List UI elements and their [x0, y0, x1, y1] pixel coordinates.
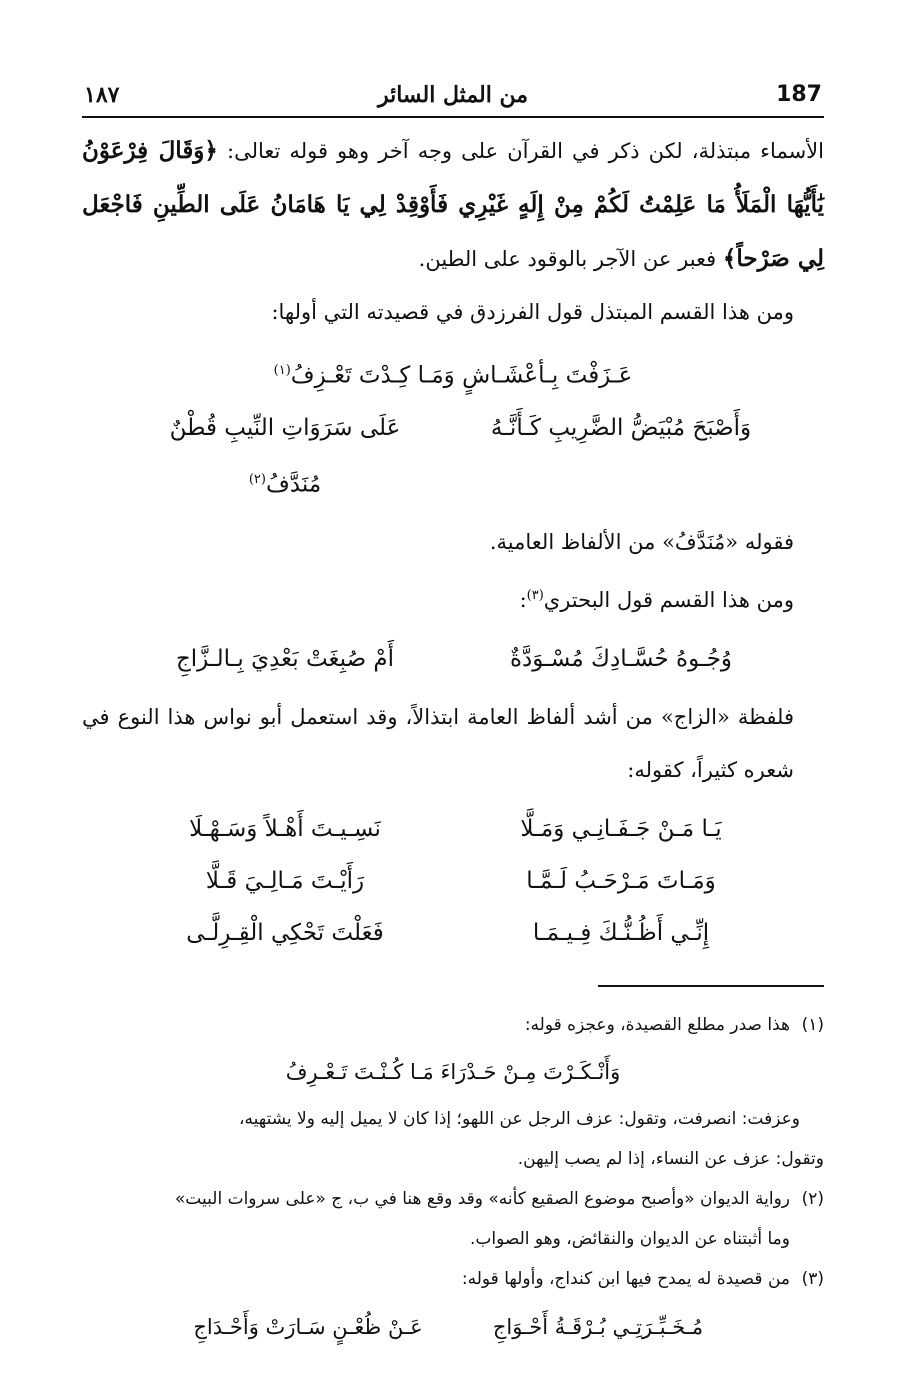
footnotes	[82, 1005, 824, 1355]
verse-2-first-hemistich: وَأَصْبَحَ مُبْيَضُّ الضَّرِيبِ كَـأَنَّـهُ	[490, 414, 752, 441]
verse-6-second-hemistich: فَعَلْتَ تَحْكِي الْقِـرِلَّـى	[186, 920, 384, 947]
farazdaq-verses	[82, 345, 824, 510]
footnote-3-text: من قصيدة له يمدح فيها ابن كنداج، وأولها قوله:	[461, 1269, 790, 1290]
verse-1-text: عَـزَفْتَ بِـأعْشَـاشٍ وَمَـا كِـدْتَ تَعْـزِفُ	[290, 362, 633, 389]
paragraph-4	[82, 569, 824, 627]
page-number-arabic: ١٨٧	[84, 82, 120, 108]
verse-4	[82, 803, 824, 855]
footnote-2	[82, 1179, 824, 1219]
buhturi-verse	[82, 633, 824, 685]
page-header	[82, 78, 824, 118]
verse-3-second-hemistich: أَمْ صُبِغَتْ بَعْدِيَ بِـالـزَّاجِ	[175, 646, 395, 673]
paragraph-1	[82, 124, 824, 286]
footnote-1	[82, 1005, 824, 1045]
footnote-ref-2: (٢)	[248, 471, 266, 487]
verse-5-first-hemistich: وَمَـاتَ مَـرْحَـبُ لَـمَّـا	[526, 868, 716, 895]
verse-2	[82, 402, 824, 511]
verse-2-second-text: عَلَى سَرَوَاتِ النِّيبِ قُطْنٌ مُنَدَّفُ	[169, 414, 401, 498]
footnote-1-verse: وَأَنْـكَـرْتَ مِـنْ حَـدْرَاءَ مَـا كُـنْـتَ تَـعْـرِفُ	[285, 1060, 621, 1085]
verse-3	[82, 633, 824, 685]
footnote-2-number: (٢)	[801, 1189, 824, 1210]
book-page	[82, 78, 824, 1358]
paragraph-1-tail: فعبر عن الآجر بالوقود على الطين.	[418, 247, 717, 271]
verse-4-second-hemistich: نَسِـيـتَ أَهْـلاً وَسَـهْـلَا	[189, 816, 381, 843]
footnote-2-text: رواية الديوان «وأصبح موضوع الصقيع كأنه» وقد وقع هنا في ب، ج «على سروات البيت»	[174, 1189, 790, 1210]
footnote-3-verse-first: مُـخَـبِّـرَتِـي بُـرْقَـةُ أَحْـوَاجِ	[492, 1315, 704, 1340]
verse-5-second-hemistich: رَأَيْـتَ مَـالِـيَ قَـلَّا	[205, 868, 365, 895]
footnote-3	[82, 1259, 824, 1299]
paragraph-1-lead: الأسماء مبتذلة، لكن ذكر في القرآن على وجه آخر وهو قوله تعالى:	[227, 139, 824, 163]
footnote-1-gloss-2: وتقول: عزف عن النساء، إذا لم يصب إليهن.	[517, 1149, 824, 1170]
footnote-1-number: (١)	[801, 1015, 824, 1036]
paragraph-3: فقوله «مُنَدَّفُ» من الألفاظ العامية.	[489, 530, 794, 555]
verse-3-first-hemistich: وُجُـوهُ حُسَّـادِكَ مُسْـوَدَّةٌ	[509, 646, 733, 673]
paragraph-4-colon: :	[519, 588, 527, 613]
verse-6-first-hemistich: إِنِّـي أَظُـنُّـكَ فِـيـمَـا	[532, 920, 710, 947]
footnote-3-verse-second: عَـنْ ظُعْـنٍ سَـارَتْ وَأَحْـدَاجِ	[193, 1315, 423, 1340]
verse-1	[82, 345, 824, 402]
paragraph-4-text: ومن هذا القسم قول البحتري	[543, 588, 794, 613]
main-text	[82, 124, 824, 959]
footnote-divider	[598, 985, 824, 987]
footnote-1-text: هذا صدر مطلع القصيدة، وعجزه قوله:	[524, 1015, 790, 1036]
footnote-2-continuation: وما أثبتناه عن الديوان والنقائض، وهو الصواب.	[469, 1229, 790, 1250]
footnote-1-gloss: وعزفت: انصرفت، وتقول: عزف الرجل عن اللهو؛ إذا كان لا يميل إليه ولا يشتهيه،	[239, 1109, 800, 1130]
page-number-latin: 187	[776, 82, 822, 107]
verse-4-first-hemistich: يَـا مَـنْ جَـفَـانِـي وَمَـلَّا	[520, 816, 722, 843]
paragraph-2: ومن هذا القسم المبتذل قول الفرزدق في قصيدته التي أولها:	[271, 300, 794, 324]
footnote-ref-3: (٣)	[526, 588, 544, 604]
verse-5	[82, 855, 824, 907]
abu-nuwas-verses	[82, 803, 824, 959]
footnote-ref-1: (١)	[273, 363, 291, 378]
verse-2-second-hemistich	[135, 402, 435, 511]
running-title: من المثل السائر	[377, 82, 529, 108]
footnote-3-verse	[82, 1299, 824, 1355]
verse-6	[82, 907, 824, 959]
quran-quote: ﴿وَقَالَ فِرْعَوْنُ يَٰأَيُّهَا الْمَلَأُ مَا عَلِمْتُ لَكُمْ مِنْ إِلَهٍ غَيْرِي فَأَوْقِدْ لِي يَا هَامَانُ عَلَى الطِّينِ فَاجْعَل لِي صَرْحاً﴾	[82, 137, 824, 272]
paragraph-5: فلفظة «الزاج» من أشد ألفاظ العامة ابتذالاً، وقد استعمل أبو نواس هذا النوع في شعره كثيراً، كقوله:	[82, 705, 794, 783]
footnote-3-number: (٣)	[801, 1269, 824, 1290]
